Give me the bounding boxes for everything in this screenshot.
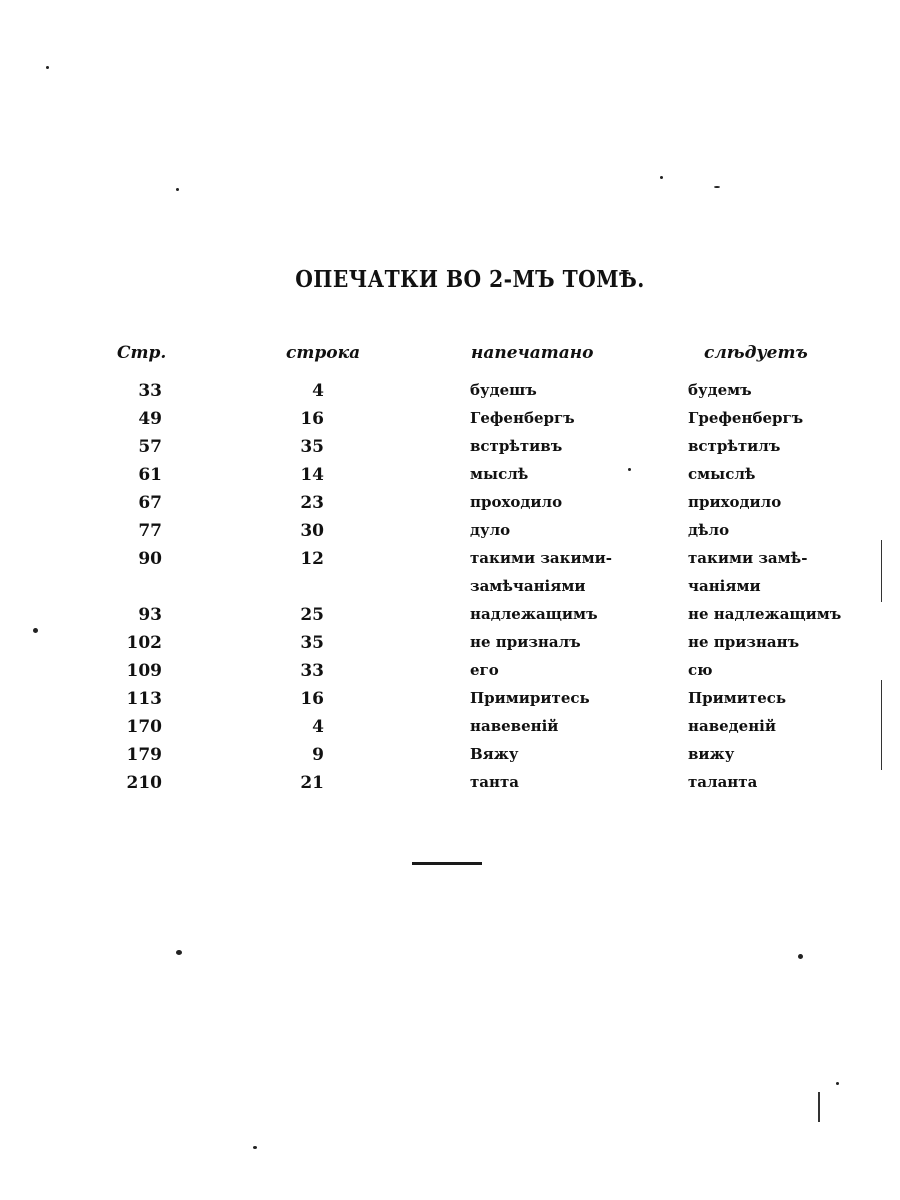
table-row bbox=[0, 745, 900, 773]
correct-text: будемъ bbox=[688, 381, 752, 399]
page-title: ОПЕЧАТКИ ВО 2-МЪ ТОМѢ. bbox=[295, 266, 645, 293]
paper-speck bbox=[176, 188, 179, 191]
page-number: 61 bbox=[138, 465, 162, 485]
correct-text: встрѣтилъ bbox=[688, 437, 781, 455]
table-row bbox=[0, 549, 900, 577]
header-line: строка bbox=[286, 343, 361, 363]
table-row bbox=[0, 409, 900, 437]
correct-text: чаніями bbox=[688, 577, 761, 595]
paper-speck bbox=[836, 1082, 839, 1085]
printed-text: мыслѣ bbox=[470, 465, 529, 483]
line-number: 16 bbox=[300, 689, 324, 709]
line-number: 9 bbox=[312, 745, 324, 765]
correct-text: таланта bbox=[688, 773, 758, 791]
correct-text: смыслѣ bbox=[688, 465, 756, 483]
table-row bbox=[0, 633, 900, 661]
paper-speck bbox=[628, 468, 631, 471]
table-row bbox=[0, 605, 900, 633]
printed-text: не призналъ bbox=[470, 633, 581, 651]
page-number: 57 bbox=[138, 437, 162, 457]
line-number: 4 bbox=[312, 381, 324, 401]
printed-text: такими закими- bbox=[470, 549, 612, 567]
table-row bbox=[0, 689, 900, 717]
printed-text: Гефенбергъ bbox=[470, 409, 575, 427]
table-row bbox=[0, 381, 900, 409]
page-number: 102 bbox=[126, 633, 162, 653]
table-row bbox=[0, 437, 900, 465]
printed-text: его bbox=[470, 661, 499, 679]
page-number: 179 bbox=[126, 745, 162, 765]
correct-text: Грефенбергъ bbox=[688, 409, 804, 427]
correct-text: Примитесь bbox=[688, 689, 787, 707]
line-number: 33 bbox=[300, 661, 324, 681]
table-header bbox=[0, 343, 900, 369]
header-should-read: слѣдуетъ bbox=[704, 343, 808, 363]
printed-text: Примиритесь bbox=[470, 689, 590, 707]
printed-text: проходило bbox=[470, 493, 563, 511]
correct-text: дѣло bbox=[688, 521, 730, 539]
header-printed: напечатано bbox=[471, 343, 594, 363]
page-number: 49 bbox=[138, 409, 162, 429]
page-edge-mark bbox=[881, 680, 882, 770]
paper-speck bbox=[46, 66, 49, 69]
page-number: 210 bbox=[126, 773, 162, 793]
printed-text: замѣчаніями bbox=[470, 577, 586, 595]
line-number: 21 bbox=[300, 773, 324, 793]
closing-rule bbox=[412, 862, 482, 865]
page-number: 90 bbox=[138, 549, 162, 569]
printed-text: дуло bbox=[470, 521, 511, 539]
page-edge-mark bbox=[881, 540, 882, 602]
printed-text: надлежащимъ bbox=[470, 605, 598, 623]
page-number: 33 bbox=[138, 381, 162, 401]
paper-speck bbox=[176, 950, 182, 955]
paper-speck bbox=[253, 1146, 257, 1149]
table-row bbox=[0, 465, 900, 493]
page-number: 67 bbox=[138, 493, 162, 513]
line-number: 35 bbox=[300, 437, 324, 457]
table-row bbox=[0, 521, 900, 549]
table-row bbox=[0, 717, 900, 745]
table-row bbox=[0, 773, 900, 801]
line-number: 30 bbox=[300, 521, 324, 541]
printed-text: встрѣтивъ bbox=[470, 437, 563, 455]
line-number: 16 bbox=[300, 409, 324, 429]
printed-text: танта bbox=[470, 773, 520, 791]
line-number: 12 bbox=[300, 549, 324, 569]
correct-text: приходило bbox=[688, 493, 782, 511]
page-number: 113 bbox=[126, 689, 162, 709]
page-number: 77 bbox=[138, 521, 162, 541]
paper-speck bbox=[33, 628, 38, 633]
page-number: 170 bbox=[126, 717, 162, 737]
paper-speck bbox=[660, 176, 663, 179]
page-number: 109 bbox=[126, 661, 162, 681]
paper-speck bbox=[798, 954, 803, 959]
correct-text: наведеній bbox=[688, 717, 777, 735]
line-number: 25 bbox=[300, 605, 324, 625]
table-row bbox=[0, 493, 900, 521]
printed-text: Вяжу bbox=[470, 745, 519, 763]
correct-text: вижу bbox=[688, 745, 735, 763]
line-number: 14 bbox=[300, 465, 324, 485]
header-page: Стр. bbox=[117, 343, 167, 363]
printed-text: будешъ bbox=[470, 381, 537, 399]
printed-text: навевеній bbox=[470, 717, 559, 735]
line-number: 23 bbox=[300, 493, 324, 513]
correct-text: не надлежащимъ bbox=[688, 605, 842, 623]
line-number: 35 bbox=[300, 633, 324, 653]
table-row bbox=[0, 661, 900, 689]
page-number: 93 bbox=[138, 605, 162, 625]
line-number: 4 bbox=[312, 717, 324, 737]
correct-text: такими замѣ- bbox=[688, 549, 808, 567]
table-row-continuation bbox=[0, 577, 900, 605]
paper-speck bbox=[714, 186, 720, 188]
errata-table bbox=[0, 381, 900, 801]
correct-text: не признанъ bbox=[688, 633, 800, 651]
correct-text: сю bbox=[688, 661, 713, 679]
page-edge-mark bbox=[818, 1092, 820, 1122]
